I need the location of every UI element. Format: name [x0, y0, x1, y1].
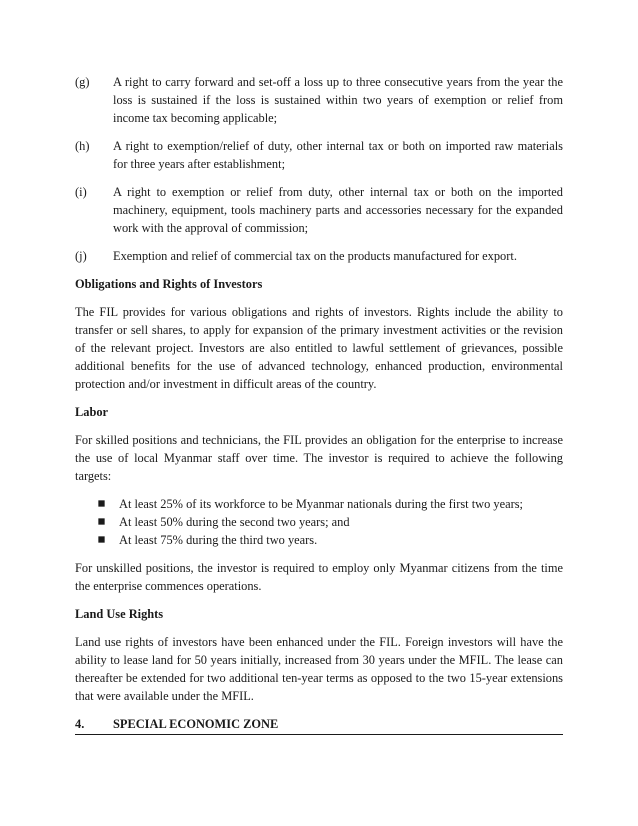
- labor-unskilled-paragraph: For unskilled positions, the investor is required to employ only Myanmar citizens from the time the enterprise commences operations.: [75, 561, 563, 593]
- bullet-text: At least 50% during the second two years; and: [119, 515, 350, 529]
- land-heading: Land Use Rights: [75, 607, 164, 621]
- section-number: 4.: [75, 717, 85, 731]
- square-bullet-icon: [98, 518, 104, 524]
- list-item: [97, 513, 563, 531]
- bullet-text: At least 25% of its workforce to be Myanmar nationals during the first two years;: [119, 497, 523, 511]
- list-item: [97, 495, 563, 513]
- list-item: [97, 531, 563, 549]
- section-heading: [75, 715, 563, 735]
- obligations-paragraph: The FIL provides for various obligations and rights of investors. Rights include the ability to transfer or sell shares, to apply for expansion of the primary investment activities or the revision of the relevant project. Investors are also entitled to lawful settlement of grievances, possible additional benefits for the use of advanced technology, enhanced production, environmental protection and/or investment in difficult areas of the country.: [75, 305, 563, 391]
- labor-paragraph: For skilled positions and technicians, the FIL provides an obligation for the enterprise to increase the use of local Myanmar staff over time. The investor is required to achieve the following targets:: [75, 433, 563, 483]
- list-item-g: [75, 73, 563, 127]
- item-text: A right to exemption or relief from duty, other internal tax or both on the imported machinery, equipment, tools machinery parts and accessories necessary for the expanded work with the approval of commission;: [113, 185, 563, 235]
- land-paragraph: Land use rights of investors have been enhanced under the FIL. Foreign investors will have the ability to lease land for 50 years initially, increased from 30 years under the MFIL. The lease can thereafter be extended for two additional ten-year terms as opposed to the two 15-year extensions that were available under the MFIL.: [75, 635, 563, 703]
- item-text: Exemption and relief of commercial tax on the products manufactured for export.: [113, 249, 517, 263]
- item-letter: (h): [75, 139, 90, 153]
- labor-heading: Labor: [75, 405, 109, 419]
- document-page: [75, 73, 563, 735]
- list-item-j: [75, 247, 563, 265]
- item-letter: (i): [75, 185, 87, 199]
- item-letter: (j): [75, 249, 87, 263]
- labor-targets-list: [75, 495, 563, 549]
- obligations-heading: Obligations and Rights of Investors: [75, 277, 263, 291]
- section-title: SPECIAL ECONOMIC ZONE: [113, 717, 279, 731]
- list-item-h: [75, 137, 563, 173]
- item-text: A right to exemption/relief of duty, other internal tax or both on imported raw materials for three years after establishment;: [113, 139, 563, 171]
- square-bullet-icon: [98, 536, 104, 542]
- bullet-text: At least 75% during the third two years.: [119, 533, 318, 547]
- square-bullet-icon: [98, 500, 104, 506]
- list-item-i: [75, 183, 563, 237]
- item-text: A right to carry forward and set-off a loss up to three consecutive years from the year the loss is sustained if the loss is sustained within two years of exemption or relief from income tax becoming applicable;: [113, 75, 563, 125]
- item-letter: (g): [75, 75, 90, 89]
